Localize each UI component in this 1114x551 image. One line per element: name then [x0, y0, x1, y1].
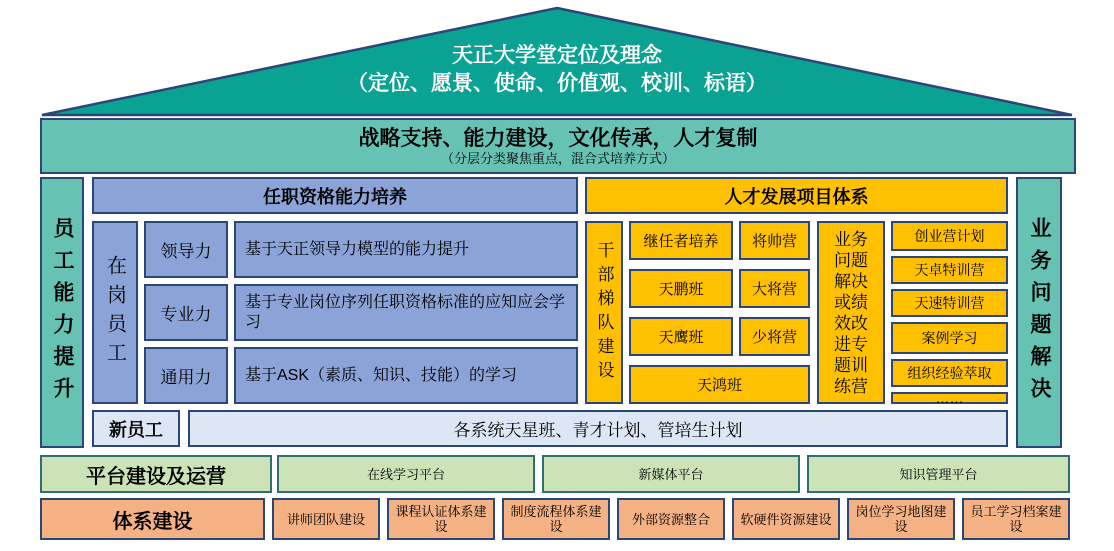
box-tianhong-class: 天鸿班 — [629, 365, 810, 404]
system-items-row — [272, 498, 1070, 540]
new-employee-programs: 各系统天星班、青才计划、管培生计划 — [188, 410, 1008, 447]
row-label-general: 通用力 — [144, 347, 228, 404]
box-successor-training: 继任者培养 — [629, 221, 733, 260]
left-bar-employee-capability: 员工能力提升 — [40, 177, 84, 448]
platform-item-newmedia: 新媒体平台 — [542, 455, 800, 493]
roof-title-block — [38, 42, 1076, 98]
qualification-header: 任职资格能力培养 — [92, 177, 578, 214]
system-item-learning-archive: 员工学习档案建设 — [962, 498, 1070, 540]
row-desc-leadership: 基于天正领导力模型的能力提升 — [234, 221, 578, 278]
platform-item-knowledge: 知识管理平台 — [807, 455, 1070, 493]
box-ellipsis: …… — [891, 392, 1008, 404]
system-item-hardware-software: 软硬件资源建设 — [732, 498, 840, 540]
banner-title: 战略支持、能力建设，文化传承，人才复制 — [358, 126, 758, 150]
banner-subtitle: （分层分类聚焦重点，混合式培养方式） — [440, 150, 675, 166]
roof-title: 天正大学堂定位及理念 — [452, 44, 662, 67]
system-item-course-cert: 课程认证体系建设 — [387, 498, 495, 540]
system-item-process-system: 制度流程体系建设 — [502, 498, 610, 540]
box-tiansu-camp: 天速特训营 — [891, 289, 1008, 317]
right-bar-business-problem: 业务问题解决 — [1016, 177, 1062, 448]
system-item-trainer-team: 讲师团队建设 — [272, 498, 380, 540]
roof-subtitle: （定位、愿景、使命、价值观、校训、标语） — [347, 72, 767, 95]
cadre-ladder-box: 干部梯队建设 — [585, 221, 623, 404]
business-problem-training-column — [817, 221, 885, 404]
row-label-leadership: 领导力 — [144, 221, 228, 278]
strategy-banner — [40, 118, 1076, 174]
system-row-label: 体系建设 — [40, 498, 265, 540]
box-tianzhuo-camp: 天卓特训营 — [891, 256, 1008, 284]
row-label-professional: 专业力 — [144, 284, 228, 341]
box-jiangshuai-camp: 将帅营 — [739, 221, 810, 260]
box-case-study: 案例学习 — [891, 322, 1008, 354]
system-item-external-resources: 外部资源整合 — [617, 498, 725, 540]
row-desc-general: 基于ASK（素质、知识、技能）的学习 — [234, 347, 578, 404]
on-job-employee-box: 在岗员工 — [92, 221, 138, 404]
talent-header: 人才发展项目体系 — [585, 177, 1008, 214]
box-entrepreneur-camp: 创业营计划 — [891, 221, 1008, 251]
new-employee-label: 新员工 — [92, 410, 180, 447]
box-tianpeng-class: 天鹏班 — [629, 269, 733, 308]
business-problem-training-label: 业务问题解决或绩效改进专题训练营 — [834, 229, 868, 396]
box-shaojiang-camp: 少将营 — [739, 317, 810, 356]
platform-item-elearning: 在线学习平台 — [277, 455, 535, 493]
platform-row-label: 平台建设及运营 — [40, 455, 272, 493]
box-org-experience: 组织经验萃取 — [891, 359, 1008, 387]
row-desc-professional: 基于专业岗位序列任职资格标准的应知应会学习 — [234, 284, 578, 341]
box-tianying-class: 天鹰班 — [629, 317, 733, 356]
box-dajiang-camp: 大将营 — [739, 269, 810, 308]
system-item-learning-map: 岗位学习地图建设 — [847, 498, 955, 540]
